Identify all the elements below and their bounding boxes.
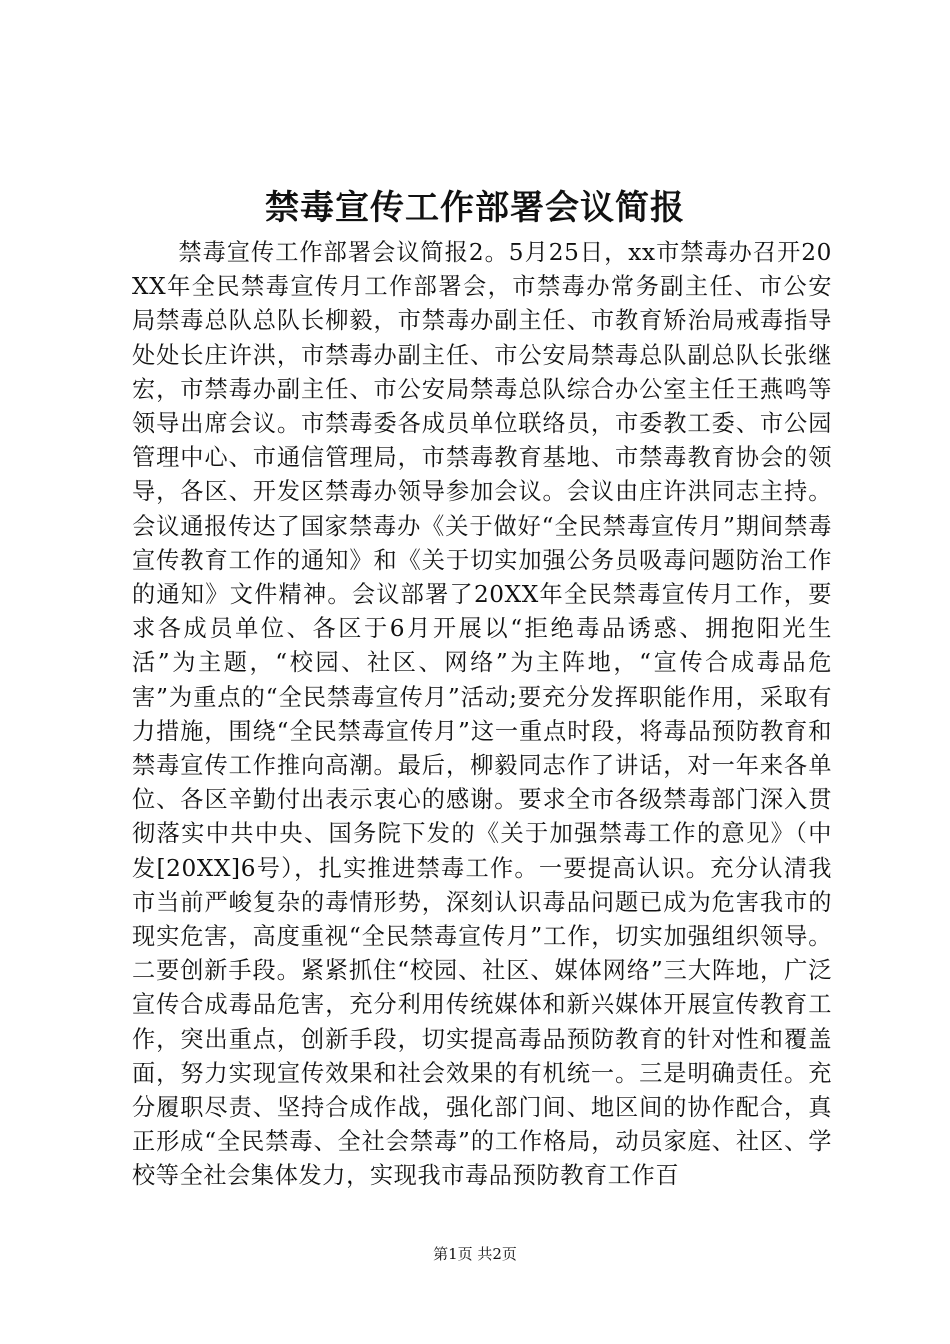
document-body-paragraph: 禁毒宣传工作部署会议简报2。5月25日，xx市禁毒办召开20XX年全民禁毒宣传月工作部署会，市禁毒办常务副主任、市公安局禁毒总队总队长柳毅，市禁毒办副主任、市教育矫治局戒毒指导处处长庄许洪，市禁毒办副主任、市公安局禁毒总队副总队长张继宏，市禁毒办副主任、市公安局禁毒总队综合办公室主任王燕鸣等领导出席会议。市禁毒委各成员单位联络员，市委教工委、市公园管理中心、市通信管理局，市禁毒教育基地、市禁毒教育协会的领导，各区、开发区禁毒办领导参加会议。会议由庄许洪同志主持。会议通报传达了国家禁毒办《关于做好“全民禁毒宣传月”期间禁毒宣传教育工作的通知》和《关于切实加强公务员吸毒问题防治工作的通知》文件精神。会议部署了20XX年全民禁毒宣传月工作，要求各成员单位、各区于6月开展以“拒绝毒品诱惑、拥抱阳光生活”为主题，“校园、社区、网络”为主阵地，“宣传合成毒品危害”为重点的“全民禁毒宣传月”活动;要充分发挥职能作用，采取有力措施，围绕“全民禁毒宣传月”这一重点时段，将毒品预防教育和禁毒宣传工作推向高潮。最后，柳毅同志作了讲话，对一年来各单位、各区辛勤付出表示衷心的感谢。要求全市各级禁毒部门深入贯彻落实中共中央、国务院下发的《关于加强禁毒工作的意见》（中发[20XX]6号），扎实推进禁毒工作。一要提高认识。充分认清我市当前严峻复杂的毒情形势，深刻认识毒品问题已成为危害我市的现实危害，高度重视“全民禁毒宣传月”工作，切实加强组织领导。二要创新手段。紧紧抓住“校园、社区、媒体网络”三大阵地，广泛宣传合成毒品危害，充分利用传统媒体和新兴媒体开展宣传教育工作，突出重点，创新手段，切实提高毒品预防教育的针对性和覆盖面，努力实现宣传效果和社会效果的有机统一。三是明确责任。充分履职尽责、坚持合成作战，强化部门间、地区间的协作配合，真正形成“全民禁毒、全社会禁毒”的工作格局，动员家庭、社区、学校等全社会集体发力，实现我市毒品预防教育工作百 <box>132 239 832 1190</box>
page-footer: 第1页 共2页 <box>433 1245 517 1263</box>
document-title: 禁毒宣传工作部署会议简报 <box>265 188 685 228</box>
